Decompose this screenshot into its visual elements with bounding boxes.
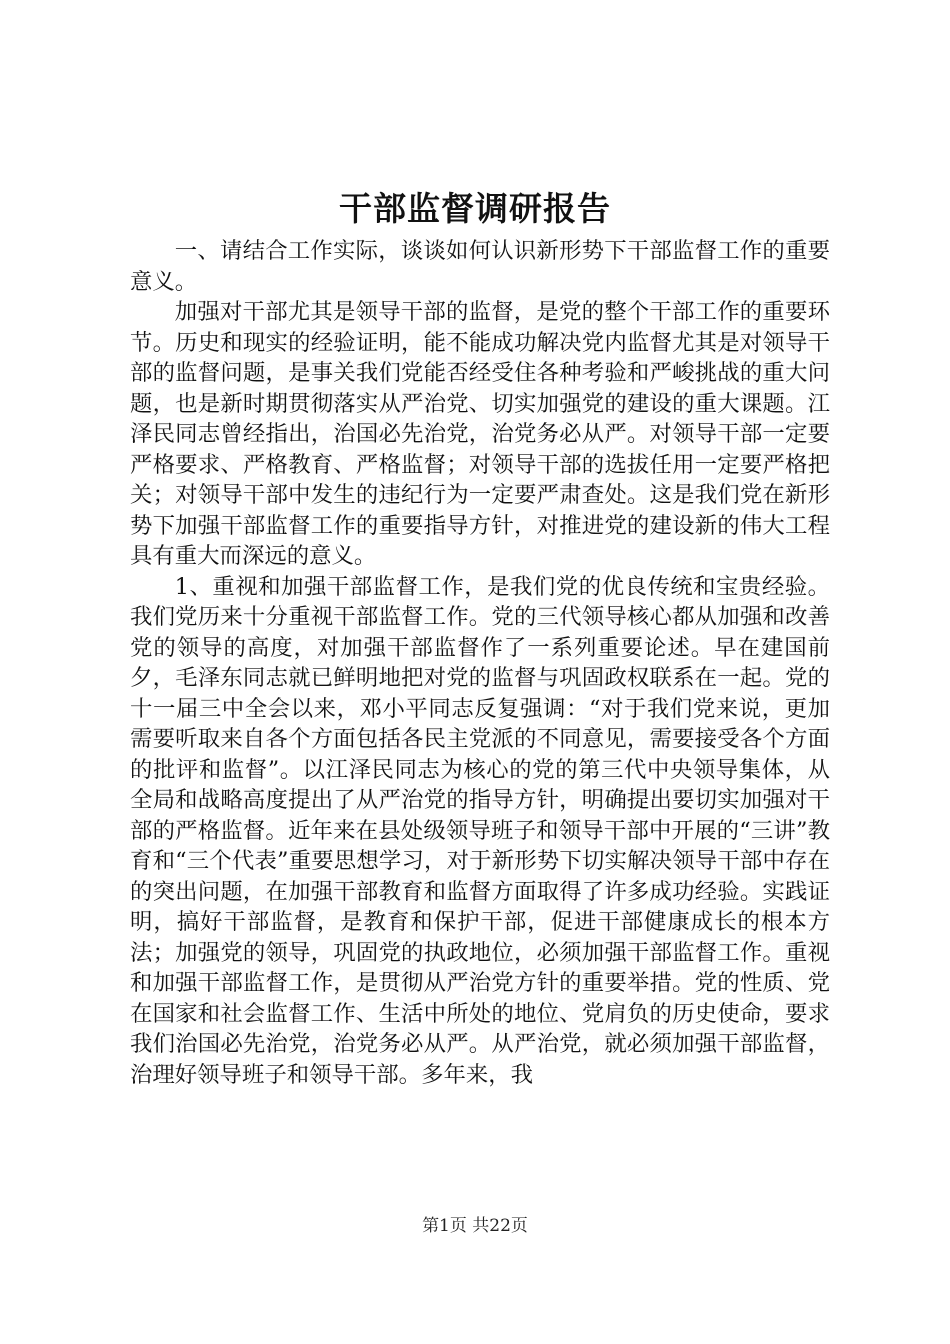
document-title: 干部监督调研报告: [339, 189, 611, 228]
paragraph-point-1: 1、重视和加强干部监督工作，是我们党的优良传统和宝贵经验。我们党历来十分重视干部监督工作。党的三代领导核心都从加强和改善党的领导的高度，对加强干部监督作了一系列重要论述。早在建国前夕，毛泽东同志就已鲜明地把对党的监督与巩固政权联系在一起。党的十一届三中全会以来，邓小平同志反复强调：“对于我们党来说，更加需要听取来自各个方面包括各民主党派的不同意见，需要接受各个方面的批评和监督”。以江泽民同志为核心的党的第三代中央领导集体，从全局和战略高度提出了从严治党的指导方针，明确提出要切实加强对干部的严格监督。近年来在县处级领导班子和领导干部中开展的“三讲”教育和“三个代表”重要思想学习，对于新形势下切实解决领导干部中存在的突出问题，在加强干部教育和监督方面取得了许多成功经验。实践证明，搞好干部监督，是教育和保护干部，促进干部健康成长的根本方法；加强党的领导，巩固党的执政地位，必须加强干部监督工作。重视和加强干部监督工作，是贯彻从严治党方针的重要举措。党的性质、党在国家和社会监督工作、生活中所处的地位、党肩负的历史使命，要求我们治国必先治党，治党务必从严。从严治党，就必须加强干部监督，治理好领导班子和领导干部。多年来，我: [130, 573, 830, 1088]
document-body: [130, 236, 830, 1090]
page-footer: 第1页 共22页: [422, 1216, 528, 1236]
paragraph-answer-intro: 加强对干部尤其是领导干部的监督，是党的整个干部工作的重要环节。历史和现实的经验证明，能不能成功解决党内监督尤其是对领导干部的监督问题，是事关我们党能否经受住各种考验和严峻挑战的重大问题，也是新时期贯彻落实从严治党、切实加强党的建设的重大课题。江泽民同志曾经指出，治国必先治党，治党务必从严。对领导干部一定要严格要求、严格教育、严格监督；对领导干部的选拔任用一定要严格把关；对领导干部中发生的违纪行为一定要严肃查处。这是我们党在新形势下加强干部监督工作的重要指导方针，对推进党的建设新的伟大工程具有重大而深远的意义。: [130, 299, 830, 569]
paragraph-question: 一、请结合工作实际，谈谈如何认识新形势下干部监督工作的重要意义。: [130, 238, 830, 295]
